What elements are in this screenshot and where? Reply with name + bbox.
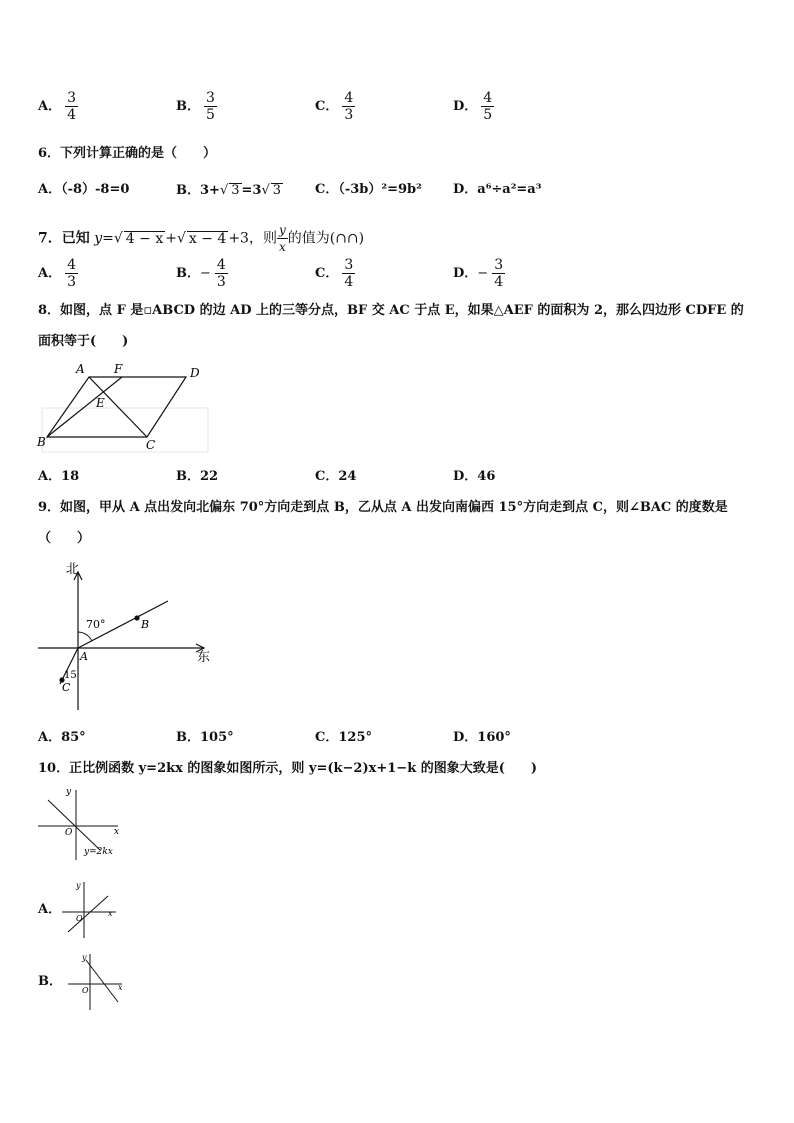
segment-bf: [47, 377, 122, 437]
direction-figure: [34, 560, 216, 712]
q10-option-b[interactable]: B．: [38, 974, 62, 989]
q7-stem: 7．已知 y=√ 4 − x +√ x − 4 +3，则 $\frac{y}{x}$ 的值为(∩∩): [38, 223, 365, 254]
fraction: $\frac{4}{3}$: [344, 90, 354, 123]
q7-option-a[interactable]: A． $\frac{4}{3}$: [38, 257, 77, 290]
q6-option-a[interactable]: A．（-8）-8=0: [38, 182, 130, 197]
fraction: $\frac{3}{5}$: [206, 90, 215, 123]
fraction: $\frac{4}{3}$: [67, 257, 77, 290]
label-x: x: [118, 983, 123, 992]
line-y2kx: [48, 800, 100, 850]
q8-option-d[interactable]: D．46: [453, 469, 496, 484]
label-y: y: [66, 787, 72, 797]
q7-option-c[interactable]: C． $\frac{3}{4}$: [315, 257, 354, 290]
label-line: y=2kx: [84, 847, 113, 857]
q10-option-b-graph[interactable]: [64, 950, 128, 1014]
label-e: E: [96, 396, 105, 410]
q5-option-c[interactable]: C． $\frac{4}{3}$: [315, 90, 354, 123]
label-north: 北: [66, 562, 80, 577]
q10-stem: 10．正比例函数 y=2kx 的图象如图所示，则 y=(k−2)x+1−k 的图象大致是( ): [38, 761, 538, 776]
label-origin: O: [76, 914, 83, 923]
q6-option-b[interactable]: B．3+√ 3 =3√ 3: [176, 183, 282, 198]
q5-option-b[interactable]: B． $\frac{3}{5}$: [176, 90, 215, 123]
label-y: y: [82, 953, 87, 962]
label-d: D: [190, 366, 200, 380]
label-f: F: [114, 362, 123, 376]
label-origin: O: [82, 986, 89, 995]
q8-option-c[interactable]: C．24: [315, 469, 357, 484]
parallelogram-figure: [34, 362, 210, 454]
fraction: $\frac{y}{x}$: [278, 223, 286, 254]
q7-option-d[interactable]: D．− $\frac{3}{4}$: [453, 257, 504, 290]
q7-option-b[interactable]: B．− $\frac{4}{3}$: [176, 257, 226, 290]
q8-stem-line2: 面积等于( ): [38, 334, 129, 349]
label-b: B: [141, 618, 150, 631]
q9-stem-line2: （ ）: [38, 531, 91, 546]
q5-option-d[interactable]: D． $\frac{4}{5}$: [453, 90, 493, 123]
label-a: A: [80, 650, 88, 663]
q10-option-a[interactable]: A．: [38, 902, 62, 917]
q10-given-graph: [34, 782, 124, 862]
graph-line: [68, 896, 108, 932]
label-angle-70: 70°: [86, 618, 106, 631]
q10-option-a-graph[interactable]: [58, 878, 122, 942]
fraction: $\frac{4}{3}$: [216, 257, 226, 290]
point-b: [134, 615, 139, 620]
label-b: B: [37, 435, 46, 449]
label-x: x: [108, 909, 113, 918]
q9-option-c[interactable]: C．125°: [315, 730, 372, 745]
q9-option-a[interactable]: A．85°: [38, 730, 86, 745]
fraction: $\frac{3}{4}$: [67, 90, 77, 123]
label-a: A: [76, 362, 85, 376]
label-c: C: [146, 438, 156, 452]
fraction: $\frac{3}{4}$: [494, 257, 504, 290]
label-east: 东: [197, 650, 211, 665]
q6-option-c[interactable]: C．（-3b）²=9b²: [315, 182, 422, 197]
q9-option-b[interactable]: B．105°: [176, 730, 234, 745]
fraction: $\frac{4}{5}$: [483, 90, 493, 123]
q8-stem-line1: 8．如图，点 F 是▫ABCD 的边 AD 上的三等分点，BF 交 AC 于点 E，如果△AEF 的面积为 2，那么四边形 CDFE 的: [38, 303, 744, 318]
fraction: $\frac{3}{4}$: [344, 257, 354, 290]
q9-option-d[interactable]: D．160°: [453, 730, 511, 745]
label-origin: O: [65, 828, 73, 838]
label-x: x: [114, 827, 120, 837]
q6-stem: 6．下列计算正确的是（ ）: [38, 146, 217, 161]
parallelogram-abcd: [47, 377, 186, 437]
label-c: C: [62, 681, 71, 694]
q9-stem-line1: 9．如图，甲从 A 点出发向北偏东 70°方向走到点 B，乙从点 A 出发向南偏西 15°方向走到点 C，则∠BAC 的度数是: [38, 500, 728, 515]
angle-70-arc: [78, 632, 92, 641]
q8-option-b[interactable]: B．22: [176, 469, 219, 484]
q6-option-d[interactable]: D．a⁶÷a²=a³: [453, 182, 542, 197]
label-angle-15: 15: [64, 670, 77, 681]
graph-line: [86, 960, 118, 1002]
q8-option-a[interactable]: A．18: [38, 469, 80, 484]
q5-option-a[interactable]: A． $\frac{3}{4}$: [38, 90, 77, 123]
label-y: y: [76, 881, 81, 890]
